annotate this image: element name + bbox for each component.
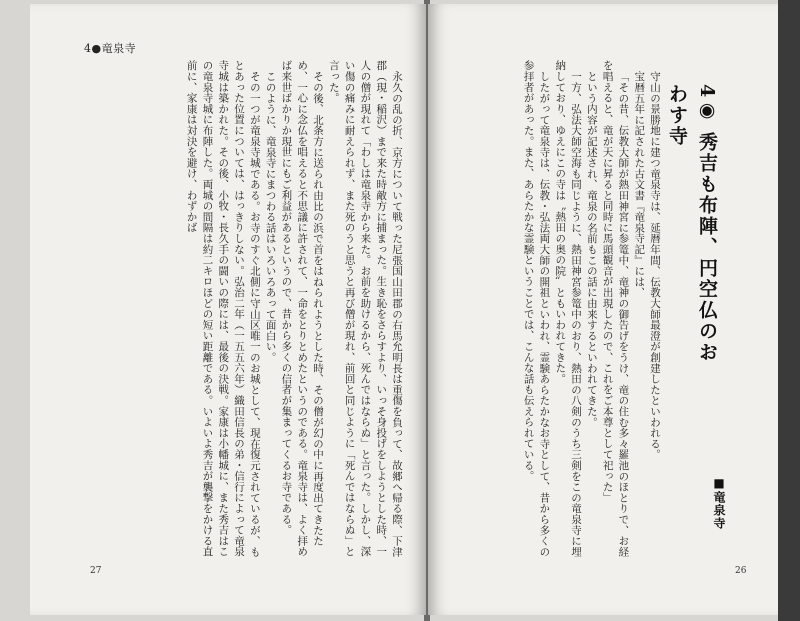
paragraph: 宝暦五年に記された古文書『竜泉寺記』には、: [633, 70, 646, 298]
paragraph: 一方、弘法大師空海も同じように、熱田神宮参篭中のおり、熱田の八剣のうち三剣をこの竜泉寺に埋納しており、ゆえにこの寺は〝熱田の奥の院〟ともいわれてきた。: [554, 60, 583, 557]
page-number-right: 26: [735, 566, 747, 576]
paragraph: このように、竜泉寺にまつわる話はいろいろあって面白い。: [264, 70, 277, 363]
page-number-left: 27: [90, 566, 102, 576]
left-body-text: [108, 60, 404, 560]
scan-edge: [778, 0, 800, 621]
paragraph: したがって竜泉寺は、伝教・弘法両大師の開祖といわれ、霊験あらたかなお寺として、昔から多くの参拝者があった。また、あらたかな霊験ということでは、こんな話も伝えられている。: [522, 60, 551, 557]
running-head: 4●竜泉寺: [84, 42, 137, 55]
right-body-text: [440, 60, 662, 560]
paragraph: という内容が記述され、竜泉の名前もこの話に由来するといわれてきた。: [585, 70, 598, 427]
section-tag: ■竜泉寺: [712, 476, 726, 530]
paragraph: 「その昔、伝教大師が熱田神宮に参篭中、竜神の御告げをうけ、竜の住む多々羅池のほとりで、お経を唱えると、竜が天に昇ると同時に馬頭観音が出現したので、これをご本尊として祀った」: [601, 60, 630, 557]
paragraph: その後、北条方に送られ由比の浜で首をはねられようとした時、その僧が幻の中に再度出てきたため、一心に念仏を唱えると不思議に許されて、一命をとりとめたというのである。竜泉寺は、よく拝めば来世ばかりか現世にもご利益があるというので、昔から多くの信者が集まってくるお寺である。: [280, 60, 325, 557]
chapter-title: 4◉ 秀吉も布陣、円空仏のおわす寺: [666, 84, 718, 363]
paragraph: その一つが竜泉寺城である。お寺のすぐ北側に守山区唯一のお城として、現在復元されているが、もとあった位置については、はっきりしない。弘治二年（一五五六年）織田信長の弟・信行によって竜泉寺城は築かれた。その後、小牧・長久手の闘いの際には、最後の決戦。家康は小幡城に、また秀吉はこの竜泉寺城に布陣した。両城の間隔は約二キロほどの短い距離である。いよいよ秀吉が襲撃をかける直前に、家康は対決を避け、わずかば: [185, 60, 261, 557]
paragraph: 守山の景勝地に建つ竜泉寺は、延暦年間、伝教大師最澄が創建したといわれる。: [649, 70, 661, 460]
paragraph: 永久の乱の折、京方について戦った尼張国山田郡の右馬允明長は重傷を負って、故郷へ帰る際、下津郡（現・稲沢）まで来た時敵方に捕まった。生き恥をさらすより、いっそ身投げをしようとした時、一人の僧が現れて「わしは竜泉寺から来た。お前を助けるから、死んではならぬ」と言った。しかし、深い傷の痛みに耐えられず、また死のうと思うと再び僧が現れ、前回と同じように「死んではならぬ」と言った。: [327, 60, 403, 557]
